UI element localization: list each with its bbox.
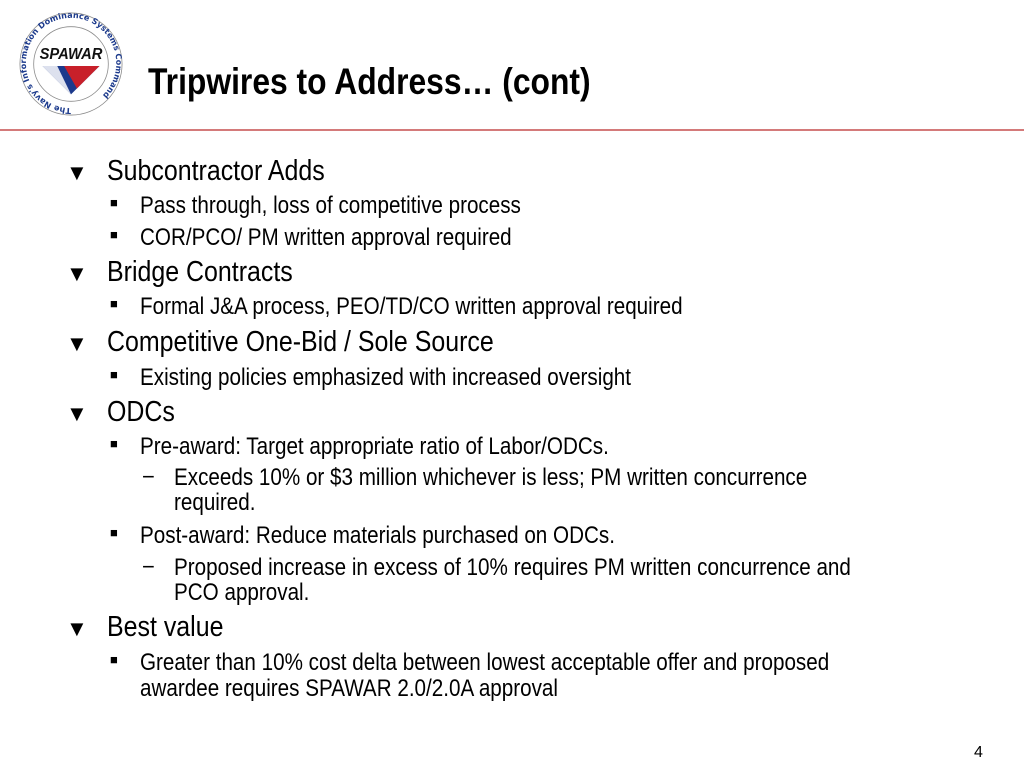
bullet-text: Pass through, loss of competitive process — [140, 192, 521, 219]
bullet-text: Exceeds 10% or $3 million whichever is less; PM written concurrence — [174, 464, 808, 491]
bullet-competitive-one-bid — [0, 327, 1024, 358]
sub-sub-bullet-exceeds-10 — [0, 465, 1024, 491]
square-bullet-icon: ■ — [110, 436, 118, 451]
bullet-bridge-contracts — [0, 257, 1024, 288]
logo-wordmark: SPAWAR — [39, 46, 104, 64]
page-number: 4 — [974, 744, 983, 761]
sub-bullet-pass-through — [0, 193, 1024, 219]
sub-bullet-post-award — [0, 523, 1024, 549]
bullet-text: COR/PCO/ PM written approval required — [140, 224, 512, 251]
bullet-text: Subcontractor Adds — [107, 155, 325, 187]
bullet-text: awardee requires SPAWAR 2.0/2.0A approval — [140, 675, 559, 702]
sub-bullet-greater-than-10 — [0, 650, 1024, 676]
square-bullet-icon: ■ — [110, 296, 118, 311]
triangle-bullet-icon: ▼ — [66, 616, 88, 641]
triangle-bullet-icon: ▼ — [66, 160, 88, 185]
bullet-odcs — [0, 397, 1024, 428]
square-bullet-icon: ■ — [110, 227, 118, 242]
sub-bullet-cor-pco-approval — [0, 225, 1024, 251]
sub-sub-bullet-exceeds-10-cont — [0, 490, 1024, 516]
square-bullet-icon: ■ — [110, 652, 118, 667]
sub-bullet-pre-award — [0, 434, 1024, 460]
bullet-subcontractor-adds — [0, 156, 1024, 187]
square-bullet-icon: ■ — [110, 367, 118, 382]
sub-sub-bullet-proposed-increase-cont — [0, 580, 1024, 606]
sub-bullet-formal-ja — [0, 294, 1024, 320]
slide-title: Tripwires to Address… (cont) — [148, 61, 591, 102]
bullet-text: Best value — [107, 611, 224, 643]
sub-bullet-greater-than-10-cont — [0, 676, 1024, 702]
bullet-text: Formal J&A process, PEO/TD/CO written approval required — [140, 293, 683, 320]
square-bullet-icon: ■ — [110, 525, 118, 540]
triangle-bullet-icon: ▼ — [66, 261, 88, 286]
bullet-text: Greater than 10% cost delta between lowest acceptable offer and proposed — [140, 649, 830, 676]
bullet-text: ODCs — [107, 396, 175, 428]
bullet-text: Existing policies emphasized with increased oversight — [140, 364, 632, 391]
bullet-text: Competitive One-Bid / Sole Source — [107, 326, 494, 358]
triangle-bullet-icon: ▼ — [66, 401, 88, 426]
bullet-text: Proposed increase in excess of 10% requires PM written concurrence and — [174, 554, 851, 581]
bullet-text: required. — [174, 489, 256, 516]
bullet-best-value — [0, 612, 1024, 643]
triangle-bullet-icon: ▼ — [66, 331, 88, 356]
bullet-text: Post-award: Reduce materials purchased on ODCs. — [140, 522, 615, 549]
sub-bullet-existing-policies — [0, 365, 1024, 391]
bullet-text: Pre-award: Target appropriate ratio of Labor/ODCs. — [140, 433, 609, 460]
dash-bullet-icon: − — [142, 554, 155, 579]
bullet-text: PCO approval. — [174, 579, 310, 606]
logo-ring-text: The Navy's Information Dominance Systems Command — [18, 10, 124, 116]
sub-sub-bullet-proposed-increase — [0, 555, 1024, 581]
bullet-text: Bridge Contracts — [107, 256, 293, 288]
square-bullet-icon: ■ — [110, 195, 118, 210]
dash-bullet-icon: − — [142, 464, 155, 489]
